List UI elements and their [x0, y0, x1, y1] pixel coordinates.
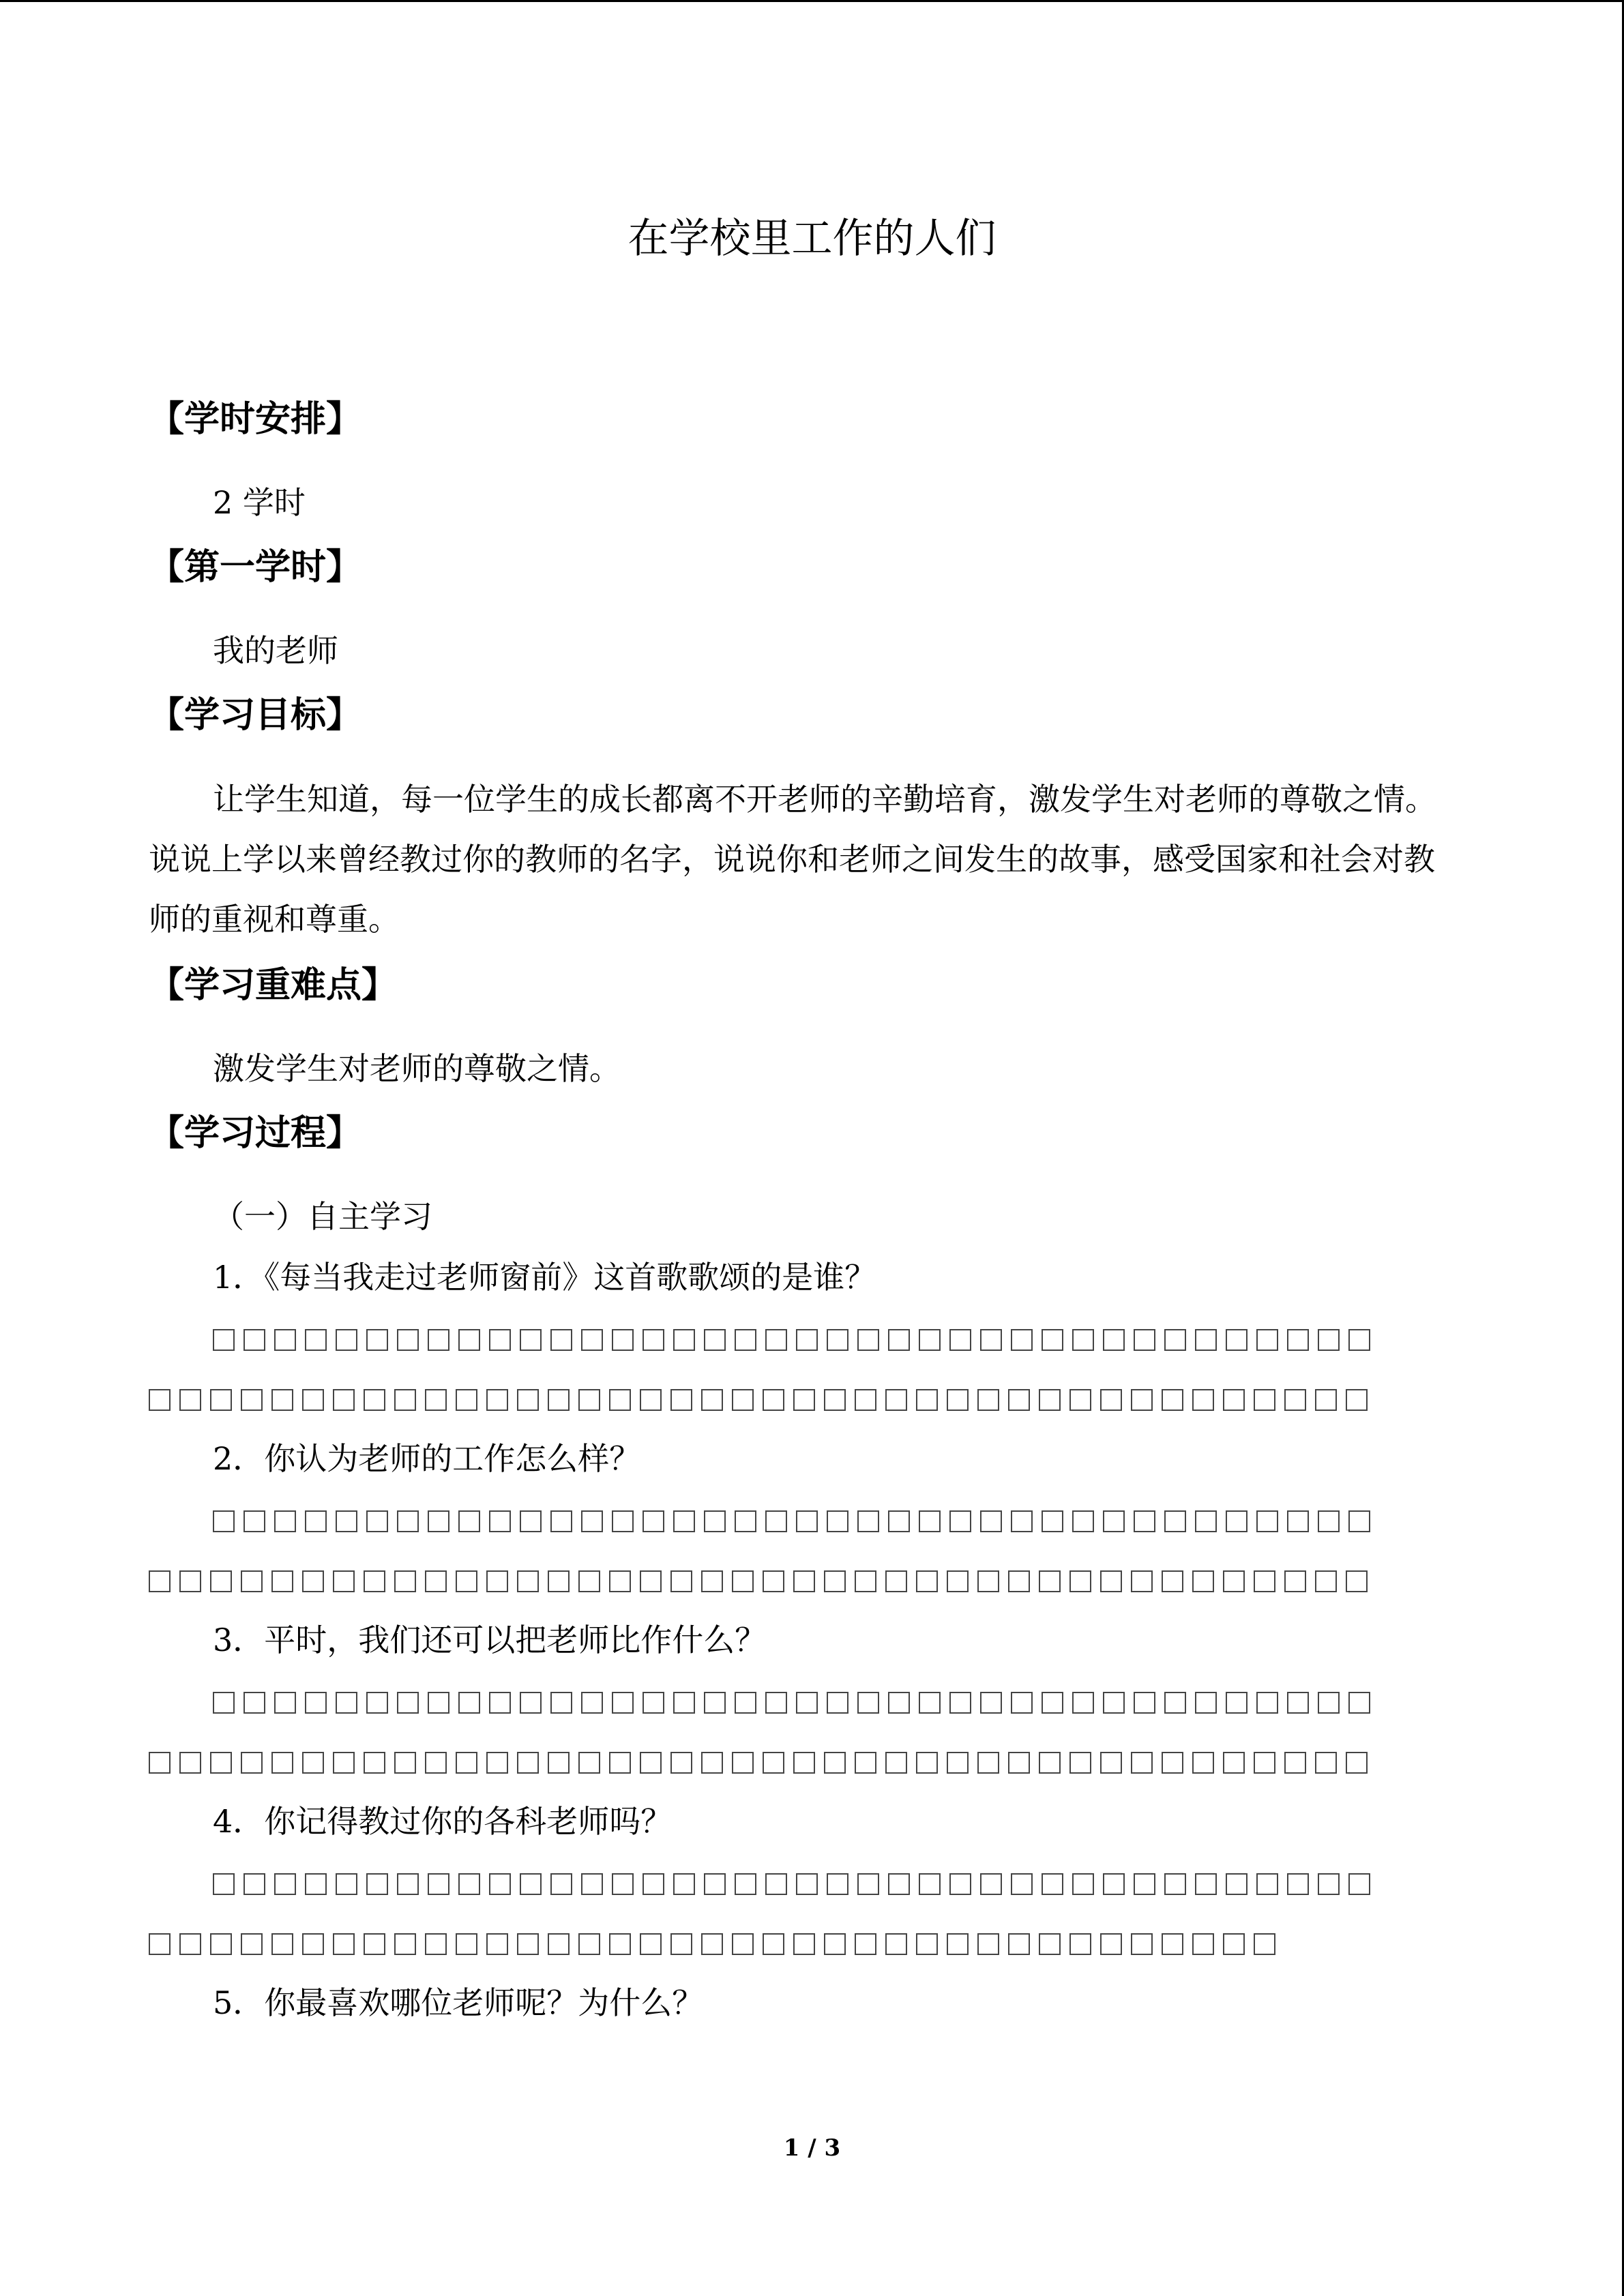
- answer-lines-2[interactable]: [149, 1489, 1458, 1609]
- question-5: 5．你最喜欢哪位老师呢？为什么？: [213, 1984, 704, 2021]
- answer-line[interactable]: [149, 1367, 1458, 1427]
- answer-lines-1[interactable]: [149, 1307, 1458, 1427]
- key-points-text: 激发学生对老师的尊敬之情。: [213, 1050, 621, 1087]
- answer-lines-4[interactable]: [149, 1851, 1458, 1971]
- question-4: 4．你记得教过你的各科老师吗？: [213, 1803, 673, 1840]
- answer-line[interactable]: [149, 1911, 1458, 1971]
- schedule-text: 2 学时: [213, 484, 306, 521]
- answer-lines-3[interactable]: [149, 1670, 1458, 1790]
- answer-line[interactable]: [149, 1730, 1458, 1790]
- page-indicator: 1 / 3: [783, 2134, 841, 2162]
- document-title: 在学校里工作的人们: [628, 215, 996, 263]
- heading-process: 【学习过程】: [149, 1113, 362, 1154]
- answer-line[interactable]: [149, 1549, 1458, 1609]
- lesson1-text: 我的老师: [213, 632, 338, 669]
- answer-line[interactable]: [149, 1489, 1458, 1549]
- answer-line[interactable]: [149, 1851, 1458, 1911]
- objectives-text: 让学生知道，每一位学生的成长都离不开老师的辛勤培育，激发学生对老师的尊敬之情。说说上学以来曾经教过你的教师的名字，说说你和老师之间发生的故事，感受国家和社会对教师的重视和尊重。: [149, 781, 1436, 938]
- heading-objectives: 【学习目标】: [149, 695, 362, 736]
- question-1: 1．《每当我走过老师窗前》这首歌歌颂的是谁？: [213, 1259, 876, 1296]
- heading-key-points: 【学习重难点】: [149, 965, 398, 1006]
- answer-line[interactable]: [149, 1307, 1458, 1367]
- question-2: 2．你认为老师的工作怎么样？: [213, 1440, 641, 1477]
- heading-lesson1: 【第一学时】: [149, 547, 362, 588]
- heading-schedule: 【学时安排】: [149, 399, 362, 440]
- answer-line[interactable]: [149, 1670, 1458, 1730]
- process-subheading: （一）自主学习: [213, 1198, 432, 1235]
- question-3: 3．平时，我们还可以把老师比作什么？: [213, 1622, 767, 1658]
